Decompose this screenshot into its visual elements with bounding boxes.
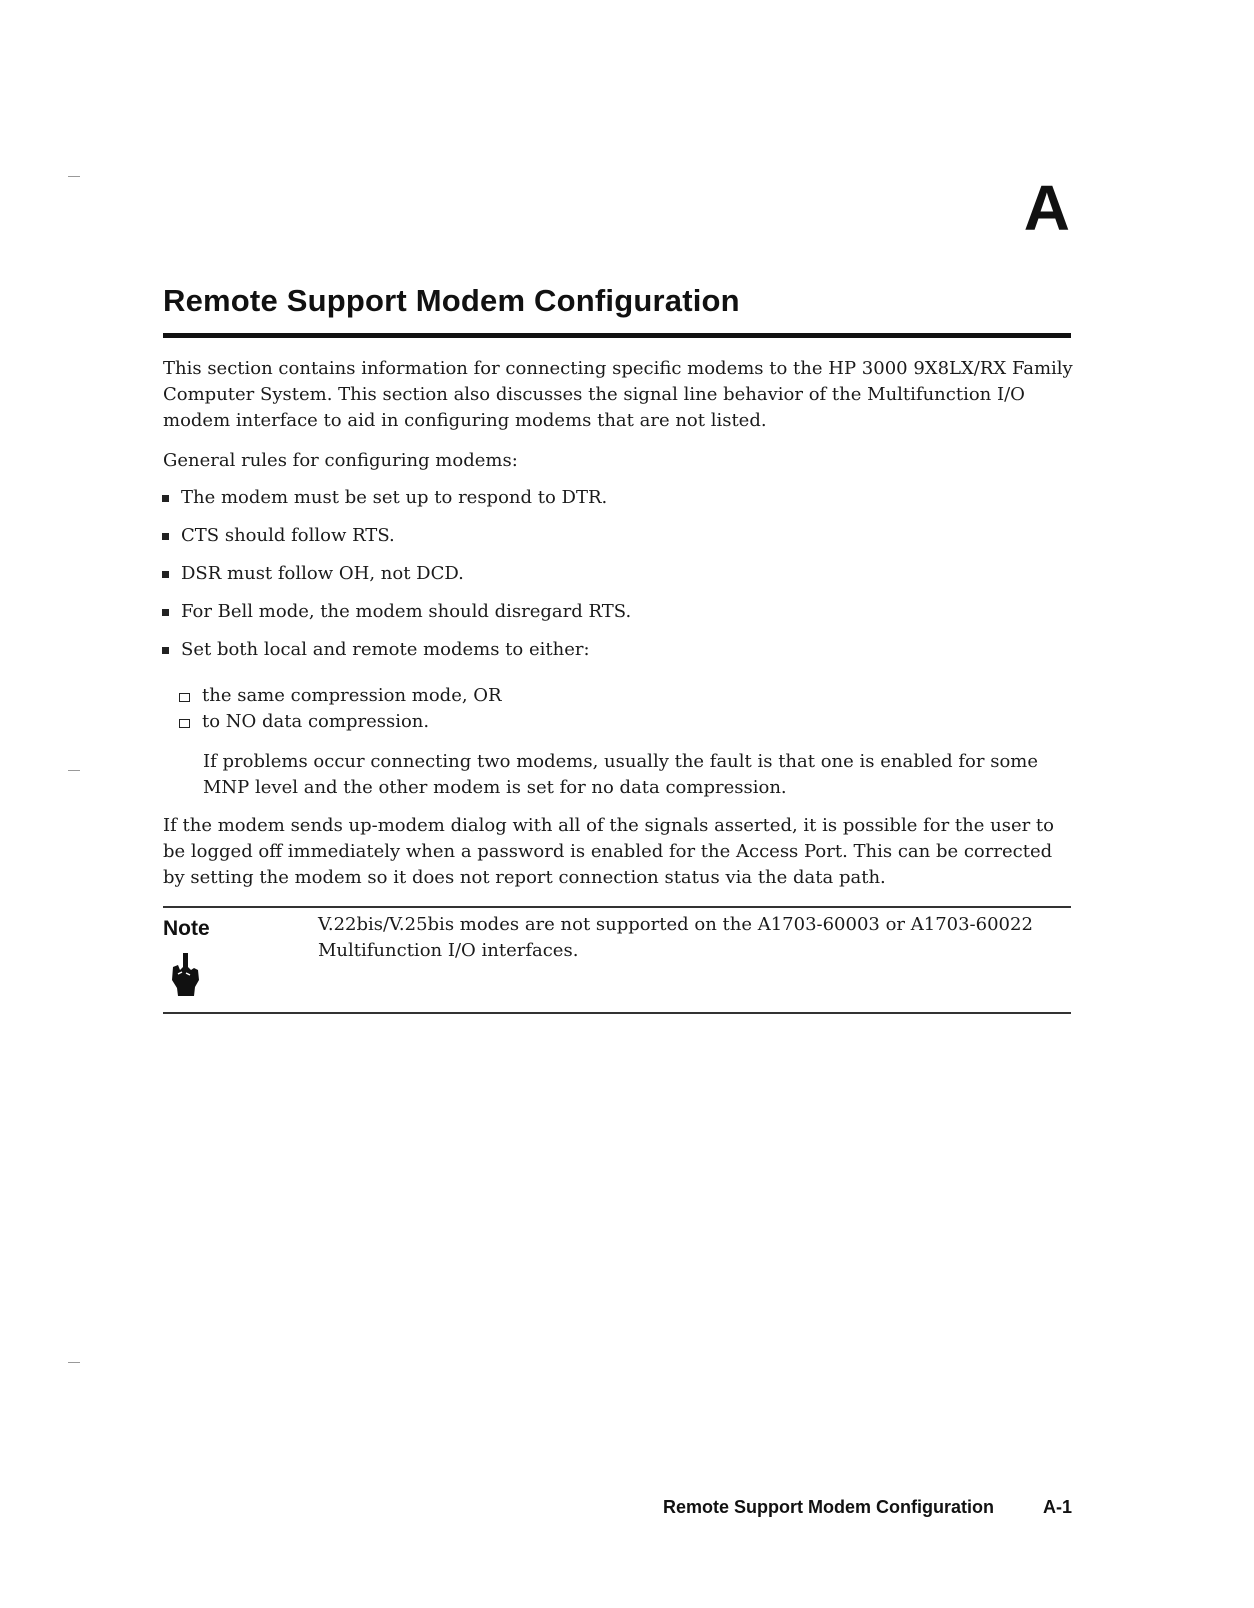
upmodem-paragraph: If the modem sends up-modem dialog with all of the signals asserted, it is possible for the user to be logged off immediately when a password is enabled for the Access Port. This can be corrected by setting the modem so it does not report connection status via the data path. (163, 815, 1054, 888)
rule-text: For Bell mode, the modem should disregard RTS. (181, 601, 632, 622)
margin-mark (68, 1362, 80, 1363)
sub-rule-text: to NO data compression. (202, 711, 430, 732)
note-bottom-rule (163, 1012, 1071, 1014)
pointing-hand-icon (166, 952, 206, 998)
square-bullet-icon (162, 571, 169, 578)
page-title: Remote Support Modem Configuration (163, 283, 740, 318)
problems-paragraph: If problems occur connecting two modems, usually the fault is that one is enabled for some MNP level and the other modem is set for no data compression. (203, 751, 1039, 798)
note-top-rule (163, 906, 1071, 908)
appendix-letter: A (1023, 172, 1070, 244)
note-label: Note (163, 917, 210, 940)
list-item (179, 710, 502, 736)
rules-heading: General rules for configuring modems: (163, 450, 518, 471)
margin-mark (68, 770, 80, 771)
rule-text: Set both local and remote modems to either: (181, 639, 590, 660)
rule-text: The modem must be set up to respond to DTR. (181, 487, 608, 508)
page-number: A-1 (1043, 1497, 1073, 1517)
hollow-box-bullet-icon (179, 693, 190, 702)
square-bullet-icon (162, 495, 169, 502)
rule-text: DSR must follow OH, not DCD. (181, 563, 464, 584)
square-bullet-icon (162, 609, 169, 616)
note-text: V.22bis/V.25bis modes are not supported on the A1703-60003 or A1703-60022 Multifunction I/O interfaces. (318, 914, 1033, 961)
list-item (160, 524, 631, 562)
sub-rule-text: the same compression mode, OR (202, 685, 502, 706)
square-bullet-icon (162, 647, 169, 654)
margin-mark (68, 176, 80, 177)
sub-rules-list (179, 684, 502, 736)
rules-list (160, 486, 631, 676)
square-bullet-icon (162, 533, 169, 540)
list-item (160, 638, 631, 676)
list-item (179, 684, 502, 710)
list-item (160, 600, 631, 638)
intro-paragraph: This section contains information for connecting specific modems to the HP 3000 9X8LX/RX Family Computer System. This section also discusses the signal line behavior of the Multifunction I/O modem interface to aid in configuring modems that are not listed. (163, 358, 1073, 431)
list-item (160, 486, 631, 524)
footer-title: Remote Support Modem Configuration (663, 1497, 994, 1517)
hollow-box-bullet-icon (179, 719, 190, 728)
list-item (160, 562, 631, 600)
title-rule (163, 333, 1071, 338)
rule-text: CTS should follow RTS. (181, 525, 395, 546)
